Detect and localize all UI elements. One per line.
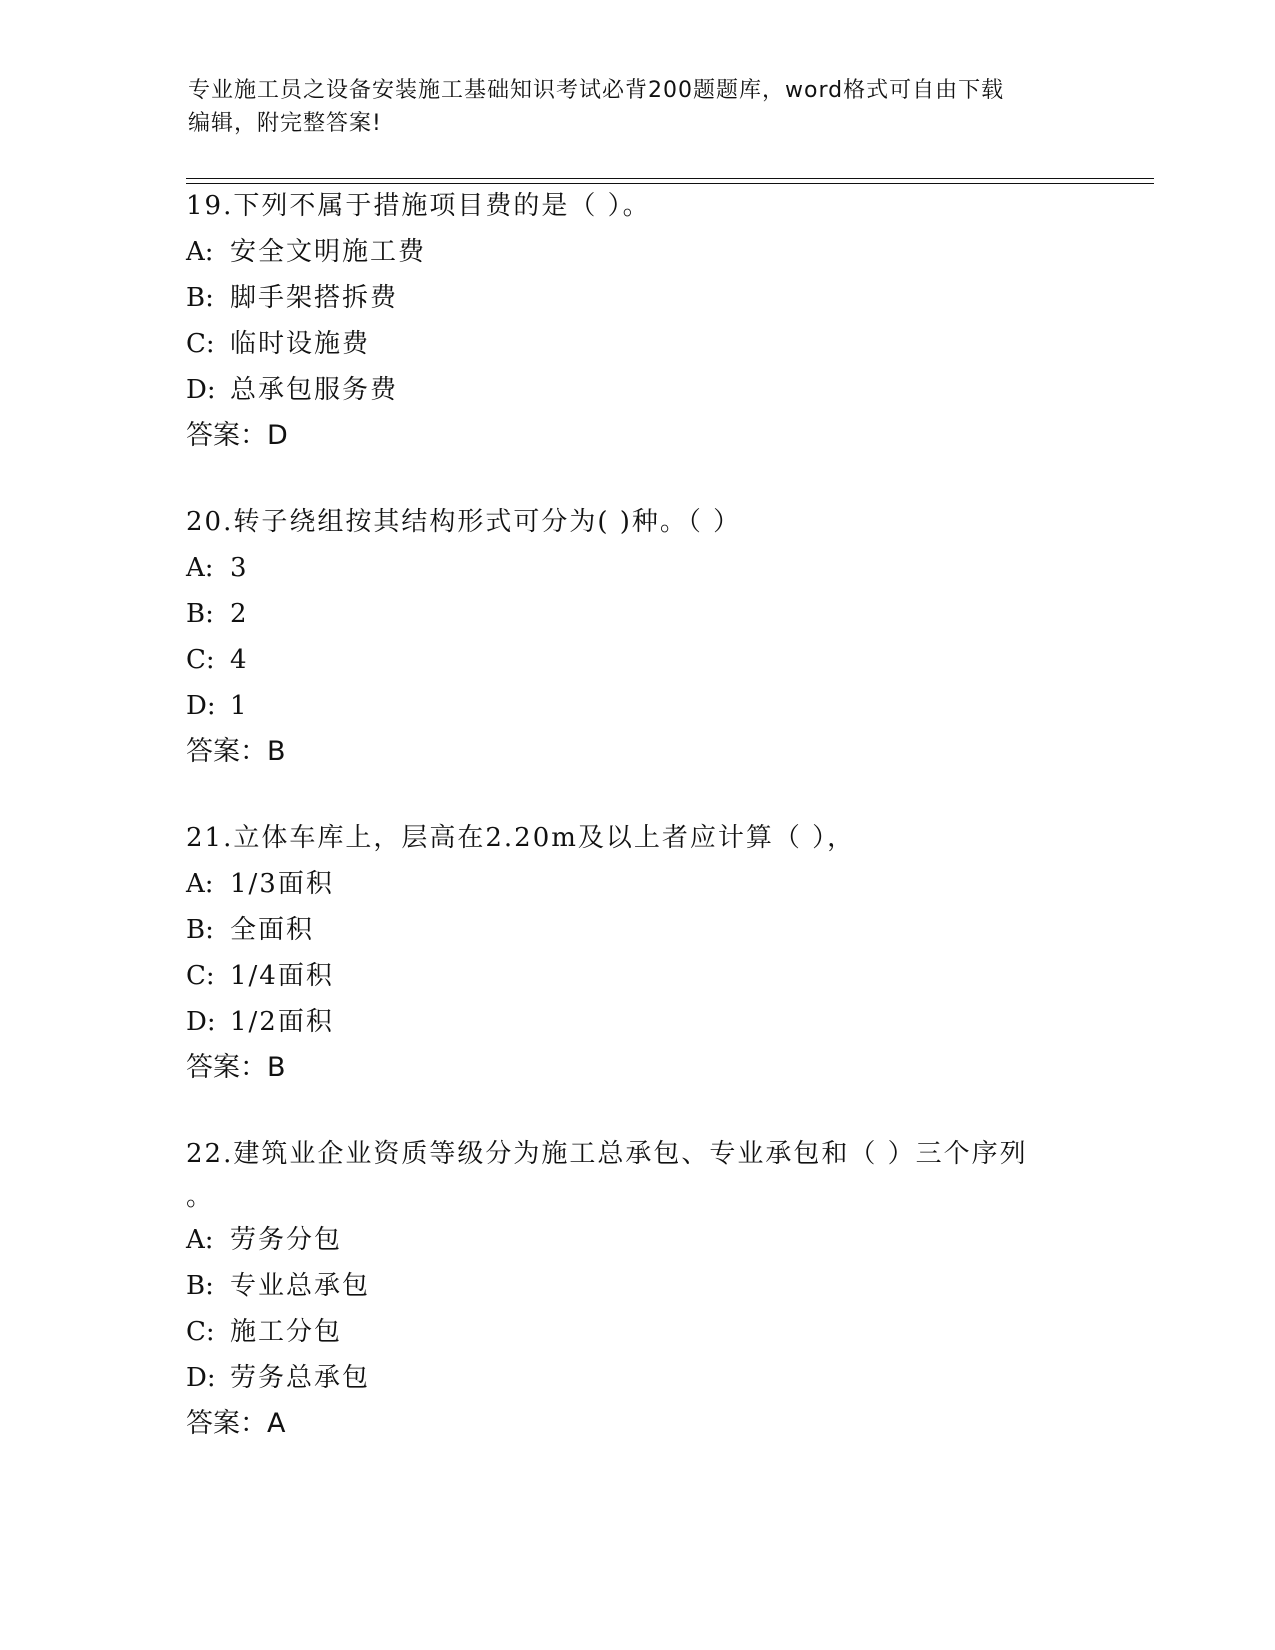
- option-key: B:: [186, 599, 214, 629]
- header-line-2: 编辑，附完整答案!: [188, 111, 382, 136]
- option-text: 4: [230, 645, 249, 675]
- question-stem: 20.转子绕组按其结构形式可分为( )种。（ ）: [186, 507, 742, 537]
- header-line-1: 专业施工员之设备安装施工基础知识考试必背200题题库，word格式可自由下载: [188, 78, 1005, 103]
- option-key: A:: [186, 237, 214, 267]
- option-b: [186, 596, 1086, 642]
- option-text: 全面积: [230, 915, 315, 945]
- option-d: [186, 372, 1086, 418]
- option-text: 总承包服务费: [230, 375, 399, 405]
- question-21: [186, 820, 1086, 1094]
- option-key: B:: [186, 283, 214, 313]
- question-stem: 21.立体车库上，层高在2.20m及以上者应计算（ ），: [186, 823, 856, 853]
- option-text: 施工分包: [230, 1317, 343, 1347]
- option-c: [186, 1314, 1086, 1360]
- option-key: C:: [186, 1317, 215, 1347]
- document-header: [188, 74, 1088, 140]
- option-b: [186, 280, 1086, 326]
- option-key: C:: [186, 961, 215, 991]
- option-key: A:: [186, 1225, 214, 1255]
- option-key: D:: [186, 1007, 216, 1037]
- question-stem-continuation: 。: [186, 1182, 213, 1212]
- option-c: [186, 326, 1086, 372]
- header-divider-top: [186, 178, 1154, 179]
- option-a: [186, 234, 1086, 280]
- option-key: D:: [186, 691, 216, 721]
- option-key: B:: [186, 915, 214, 945]
- answer-label: 答案：B: [186, 736, 286, 767]
- question-stem: 19.下列不属于措施项目费的是（ ）。: [186, 191, 651, 221]
- option-text: 1/3面积: [230, 869, 334, 899]
- option-key: D:: [186, 375, 216, 405]
- option-key: A:: [186, 869, 214, 899]
- option-text: 劳务总承包: [230, 1363, 371, 1393]
- option-a: [186, 866, 1086, 912]
- option-d: [186, 1004, 1086, 1050]
- option-key: C:: [186, 329, 215, 359]
- question-19: [186, 188, 1086, 462]
- option-d: [186, 688, 1086, 734]
- option-b: [186, 912, 1086, 958]
- option-b: [186, 1268, 1086, 1314]
- option-text: 专业总承包: [230, 1271, 371, 1301]
- option-text: 1: [230, 691, 249, 721]
- option-key: D:: [186, 1363, 216, 1393]
- option-text: 安全文明施工费: [230, 237, 427, 267]
- answer-label: 答案：D: [186, 420, 288, 451]
- option-key: B:: [186, 1271, 214, 1301]
- option-key: A:: [186, 553, 214, 583]
- option-a: [186, 550, 1086, 596]
- option-d: [186, 1360, 1086, 1406]
- option-text: 3: [230, 553, 249, 583]
- option-c: [186, 642, 1086, 688]
- option-text: 1/2面积: [230, 1007, 334, 1037]
- option-a: [186, 1222, 1086, 1268]
- option-text: 脚手架搭拆费: [230, 283, 399, 313]
- option-c: [186, 958, 1086, 1004]
- answer-label: 答案：B: [186, 1052, 286, 1083]
- option-text: 2: [230, 599, 249, 629]
- option-text: 劳务分包: [230, 1225, 343, 1255]
- question-stem: 22.建筑业企业资质等级分为施工总承包、专业承包和（ ）三个序列: [186, 1139, 1028, 1169]
- question-20: [186, 504, 1086, 778]
- option-text: 临时设施费: [230, 329, 371, 359]
- header-divider-bottom: [186, 183, 1154, 184]
- question-22: [186, 1136, 1086, 1450]
- option-text: 1/4面积: [230, 961, 334, 991]
- option-key: C:: [186, 645, 215, 675]
- answer-label: 答案：A: [186, 1408, 286, 1439]
